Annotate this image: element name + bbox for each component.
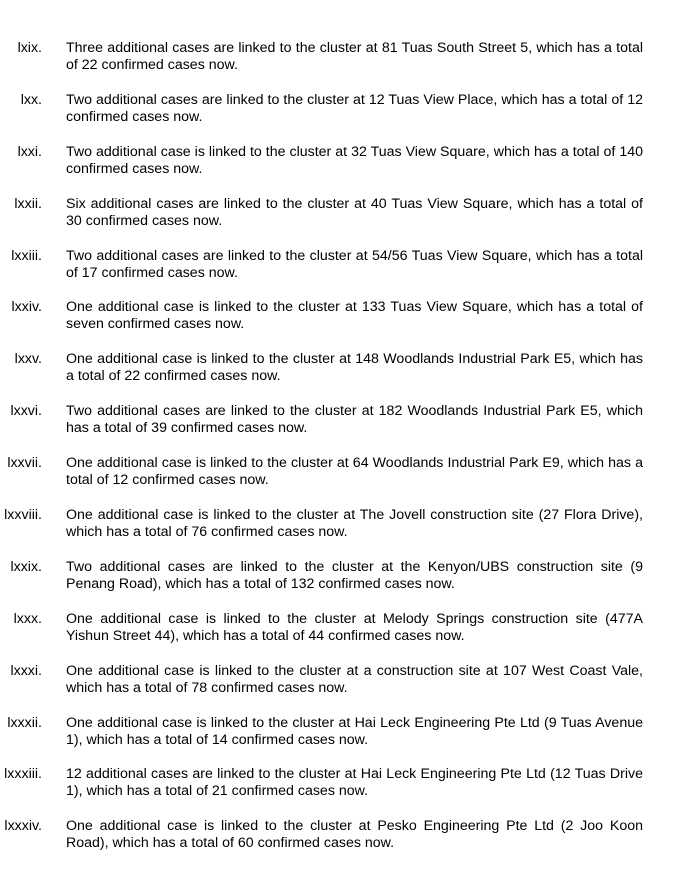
list-item xyxy=(0,455,692,507)
list-item xyxy=(0,715,692,767)
item-text: 12 additional cases are linked to the cluster at Hai Leck Engineering Pte Ltd (12 Tuas Drive 1), which has a total of 21 confirmed cases now. xyxy=(66,766,643,800)
item-number: lxxxiv. xyxy=(4,818,42,835)
item-number: lxxxi. xyxy=(10,662,42,679)
list-item xyxy=(0,507,692,559)
list-item xyxy=(0,818,692,870)
list-item xyxy=(0,403,692,455)
list-item xyxy=(0,40,692,92)
list-item xyxy=(0,663,692,715)
item-number: lxxix. xyxy=(10,558,42,575)
item-number: lxxvii. xyxy=(7,455,42,472)
list-item xyxy=(0,299,692,351)
item-text: One additional case is linked to the cluster at Hai Leck Engineering Pte Ltd (9 Tuas Avenue 1), which has a total of 14 confirmed cases now. xyxy=(66,714,643,748)
item-number: lxxxii. xyxy=(7,714,42,731)
item-text: Two additional case is linked to the cluster at 32 Tuas View Square, which has a total of 140 confirmed cases now. xyxy=(66,143,643,177)
item-number: lxxvi. xyxy=(10,403,42,420)
list-item xyxy=(0,351,692,403)
item-text: One additional case is linked to the cluster at 148 Woodlands Industrial Park E5, which has a total of 22 confirmed cases now. xyxy=(66,351,643,385)
item-number: lxxx. xyxy=(13,610,42,627)
item-text: One additional case is linked to the cluster at Melody Springs construction site (477A Yishun Street 44), which has a total of 44 confirmed cases now. xyxy=(66,610,643,644)
item-number: lxxiii. xyxy=(11,247,42,264)
list-item xyxy=(0,559,692,611)
item-number: lxx. xyxy=(20,91,42,108)
item-text: Two additional cases are linked to the cluster at 54/56 Tuas View Square, which has a total of 17 confirmed cases now. xyxy=(66,247,643,281)
item-text: Six additional cases are linked to the cluster at 40 Tuas View Square, which has a total of 30 confirmed cases now. xyxy=(66,195,643,229)
item-number: lxxxiii. xyxy=(4,766,42,783)
item-number: lxix. xyxy=(17,40,42,56)
list-item xyxy=(0,248,692,300)
item-text: Two additional cases are linked to the cluster at the Kenyon/UBS construction site (9 Penang Road), which has a total of 132 confirmed cases now. xyxy=(66,558,643,592)
cluster-list xyxy=(0,40,692,870)
item-text: One additional case is linked to the cluster at The Jovell construction site (27 Flora Drive), which has a total of 76 confirmed cases now. xyxy=(66,507,643,541)
item-text: One additional case is linked to the cluster at Pesko Engineering Pte Ltd (2 Joo Koon Road), which has a total of 60 confirmed cases now. xyxy=(66,818,643,852)
item-number: lxxv. xyxy=(14,351,42,368)
item-text: One additional case is linked to the cluster at 64 Woodlands Industrial Park E9, which has a total of 12 confirmed cases now. xyxy=(66,455,643,489)
item-number: lxxiv. xyxy=(11,299,42,316)
item-text: One additional case is linked to the cluster at a construction site at 107 West Coast Vale, which has a total of 78 confirmed cases now. xyxy=(66,662,643,696)
list-item xyxy=(0,766,692,818)
list-item xyxy=(0,611,692,663)
list-item xyxy=(0,144,692,196)
list-item xyxy=(0,92,692,144)
item-text: One additional case is linked to the cluster at 133 Tuas View Square, which has a total of seven confirmed cases now. xyxy=(66,299,643,333)
list-item xyxy=(0,196,692,248)
item-number: lxxviii. xyxy=(4,507,42,524)
item-number: lxxi. xyxy=(17,143,42,160)
item-text: Three additional cases are linked to the cluster at 81 Tuas South Street 5, which has a total of 22 confirmed cases now. xyxy=(66,40,643,73)
item-text: Two additional cases are linked to the cluster at 12 Tuas View Place, which has a total of 12 confirmed cases now. xyxy=(66,91,643,125)
item-text: Two additional cases are linked to the cluster at 182 Woodlands Industrial Park E5, which has a total of 39 confirmed cases now. xyxy=(66,403,643,437)
item-number: lxxii. xyxy=(14,195,42,212)
